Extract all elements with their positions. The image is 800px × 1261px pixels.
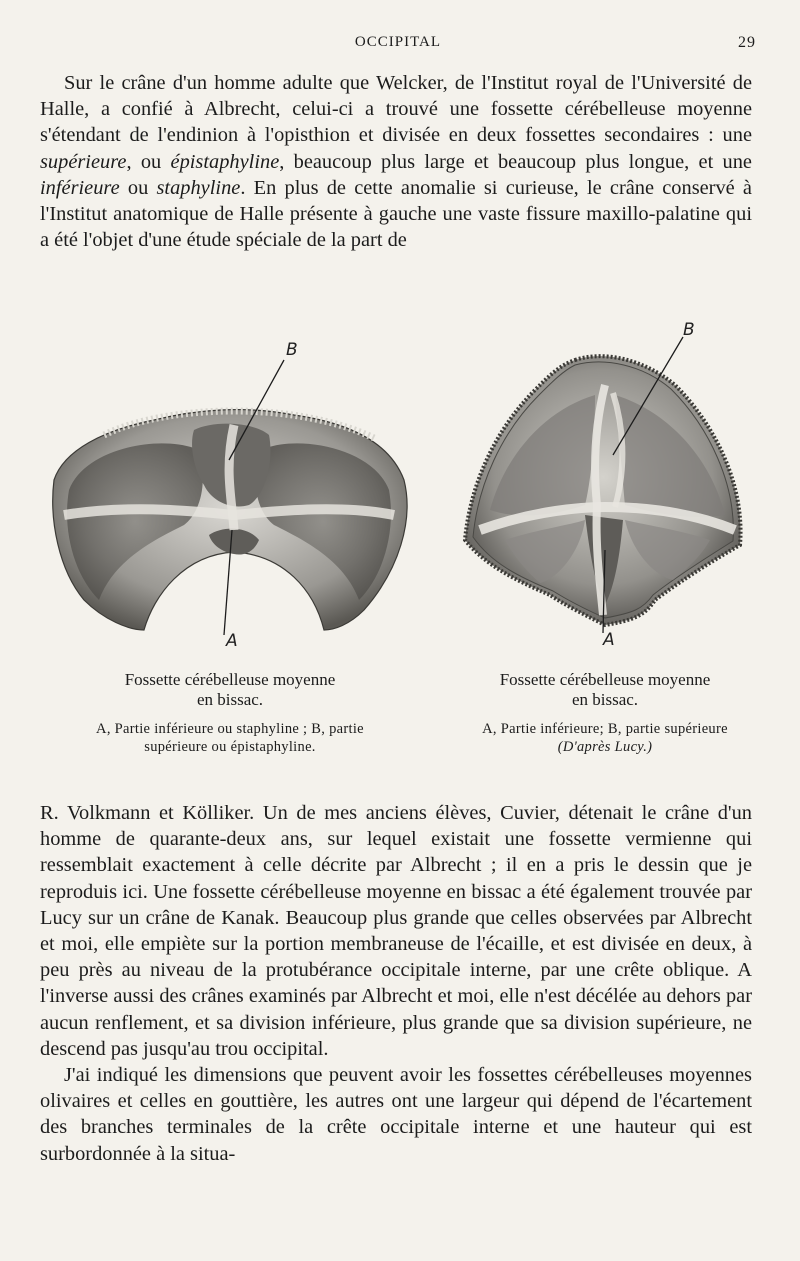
figure-right-bone-illustration: [445, 315, 765, 650]
caption-legend-left: [40, 720, 420, 756]
figure-left-bone-illustration: [44, 330, 414, 650]
caption-legend-left-line2: supérieure ou épistaphyline.: [144, 739, 316, 755]
occipital-bone-drawing-left: [44, 330, 414, 650]
caption-legend-left-line1: A, Partie inférieure ou staphyline ; B, partie: [96, 721, 364, 737]
caption-title-left-line1: Fossette cérébelleuse moyenne: [124, 670, 336, 689]
caption-legend-right-line1: A, Partie inférieure; B, partie supérieure: [482, 721, 728, 737]
label-b-left: B: [286, 340, 298, 360]
paragraph-top: Sur le crâne d'un homme adulte que Welcker, de l'Institut royal de l'Université de Halle, a confié à Albrecht, celui-ci a trouvé une fossette cérébelleuse moyenne s'étendant de l'endinion à l'opisthion et divisée en deux fossettes secondaires : une supérieure, ou épistaphyline, beaucoup plus large et beaucoup plus longue, et une inférieure ou staphyline. En plus de cette anomalie si curieuse, le crâne conservé à l'Institut anatomique de Halle présente à gauche une vaste fissure maxillo-palatine qui a été l'objet d'une étude spéciale de la part de: [40, 72, 752, 252]
caption-title-right-line1: Fossette cérébelleuse moyenne: [499, 670, 711, 689]
label-a-right: A: [603, 630, 615, 650]
figure-left-caption: [40, 670, 420, 756]
label-b-right: B: [683, 320, 695, 340]
occipital-bone-drawing-right: [445, 315, 765, 650]
running-title: OCCIPITAL: [354, 34, 442, 50]
paragraph-bottom: [40, 800, 752, 1167]
caption-legend-right: [440, 720, 770, 756]
page-number: 29: [738, 34, 756, 51]
paragraph-bottom-1: R. Volkmann et Kölliker. Un de mes anciens élèves, Cuvier, détenait le crâne d'un homme de quarante-deux ans, sur lequel existait une fossette vermienne qui ressemblait exactement à celle décrite par Albrecht ; il en a pris le dessin que je reproduis ici. Une fossette cérébelleuse moyenne en bissac a été également trouvée par Lucy sur un crâne de Kanak. Beaucoup plus grande que celles observées par Albrecht et moi, elle empiète sur la portion membraneuse de l'écaille, et est divisée en deux, à peu près au niveau de la protubérance occipitale interne, par une crête oblique. A l'inverse aussi des crânes examinés par Albrecht et moi, elle n'est décélée au dehors par aucun renflement, et sa division inférieure, plus grande que sa division supérieure, ne descend pas jusqu'au trou occipital.: [40, 802, 752, 1060]
caption-legend-right-line2: (D'après Lucy.): [557, 739, 653, 755]
caption-title-left-line2: en bissac.: [196, 690, 264, 709]
caption-title-right-line2: en bissac.: [571, 690, 639, 709]
running-head: [40, 34, 756, 54]
paragraph-bottom-2: J'ai indiqué les dimensions que peuvent avoir les fossettes cérébelleuses moyennes olivaires et celles en gouttière, les autres ont une largeur qui dépend de l'écartement des branches terminales de la crête occipitale interne et une hauteur qui est surbordonnée à la situa-: [40, 1064, 752, 1165]
figure-right-caption: [440, 670, 770, 756]
label-a-left: A: [226, 631, 238, 650]
